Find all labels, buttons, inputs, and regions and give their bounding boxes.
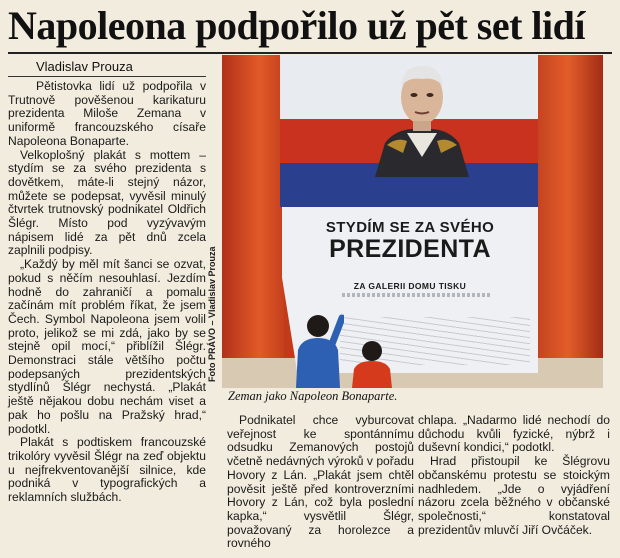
- building-pillar-right: [533, 55, 603, 388]
- paragraph: „Každý by měl mít šanci se ozvat, pokud s něčím nesouhlasí. Jezdím hodně do zahraničí a pomalu začínám mít problém říkat, že jsem Čech. Symbol Napoleona jsem volil proto, jelikož se mi zdá, jako by se stejně opil mocí,“ přiblížil Šlégr. Demonstraci stále většího počtu podepsaných prezidentských stydlínů Šlégr nechystá. „Plakát ještě nějakou dobu nechám viset a pak ho pošlu na Pražský hrad,“ podotkl.: [8, 257, 206, 436]
- building-pillar-left: [222, 55, 284, 388]
- text-column-2: [227, 414, 414, 551]
- photo-credit: Foto PRÁVO – Vladislav Prouza: [207, 246, 217, 382]
- banner-text-line3: ZA GALERII DOMU TISKU: [353, 281, 467, 291]
- byline-rule: [8, 76, 206, 77]
- paragraph: Pětistovka lidí už podpořila v Trutnově pověšenou karikaturu prezidenta Miloše Zemana v uniformě francouzského císaře Napoleona Bonaparte.: [8, 79, 206, 148]
- banner-text-line1: STYDÍM SE ZA SVÉHO: [325, 219, 495, 236]
- child-icon: [350, 339, 394, 388]
- headline: Napoleona podpořilo už pět set lidí: [8, 3, 586, 48]
- banner-small-print: [342, 293, 492, 297]
- paragraph: Podnikatel chce vyburcovat veřejnost ke spontánnímu odsudku Zemanových postojů včetně nedávných výroků v pořadu Hovory z Lán. „Plakát jsem chtěl pověsit ještě před kontroverzními Hovory z Lán, což byla poslední kapka,“ vysvětlil Šlégr, považovaný za horolezce a rovného: [227, 413, 414, 551]
- headline-rule: [8, 52, 612, 54]
- paragraph: chlapa. „Nadarmo lidé nechodí do důchodu kvůli fyzické, nýbrž i duševní kondici,“ podotkl.: [418, 413, 610, 455]
- news-photo: [222, 55, 603, 388]
- paragraph: Plakát s podtiskem francouzské trikolóry vyvěsil Šlégr na zeď objektu u nejfrekventovanější silnice, kde podniká v typografických a reklamních službách.: [8, 435, 206, 505]
- text-column-3: [418, 414, 610, 537]
- photo-caption: Zeman jako Napoleon Bonaparte.: [228, 389, 398, 403]
- person-signing-icon: [292, 310, 344, 388]
- paragraph: Hrad přistoupil ke Šlégrovu občanskému protestu se stoickým nadhledem. „Jde o vyjádření názoru zcela běžného v občanské společnosti,“ konstatoval prezidentův mluvčí Jiří Ovčáček.: [418, 454, 610, 537]
- paragraph: Velkoplošný plakát s mottem – stydím se za svého prezidenta s dovětkem, máte-li stejný názor, můžete se podepsat, vyvěsil minulý čtvrtek trutnovský podnikatel Oldřich Šlégr. Místo pod vyzývavým nápisem lidé za pět dnů zcela zaplnili podpisy.: [8, 147, 206, 258]
- text-column-1: [8, 80, 206, 505]
- napoleon-portrait-icon: [367, 57, 477, 177]
- byline: Vladislav Prouza: [36, 59, 133, 74]
- banner-text-line2: PREZIDENTA: [329, 235, 491, 263]
